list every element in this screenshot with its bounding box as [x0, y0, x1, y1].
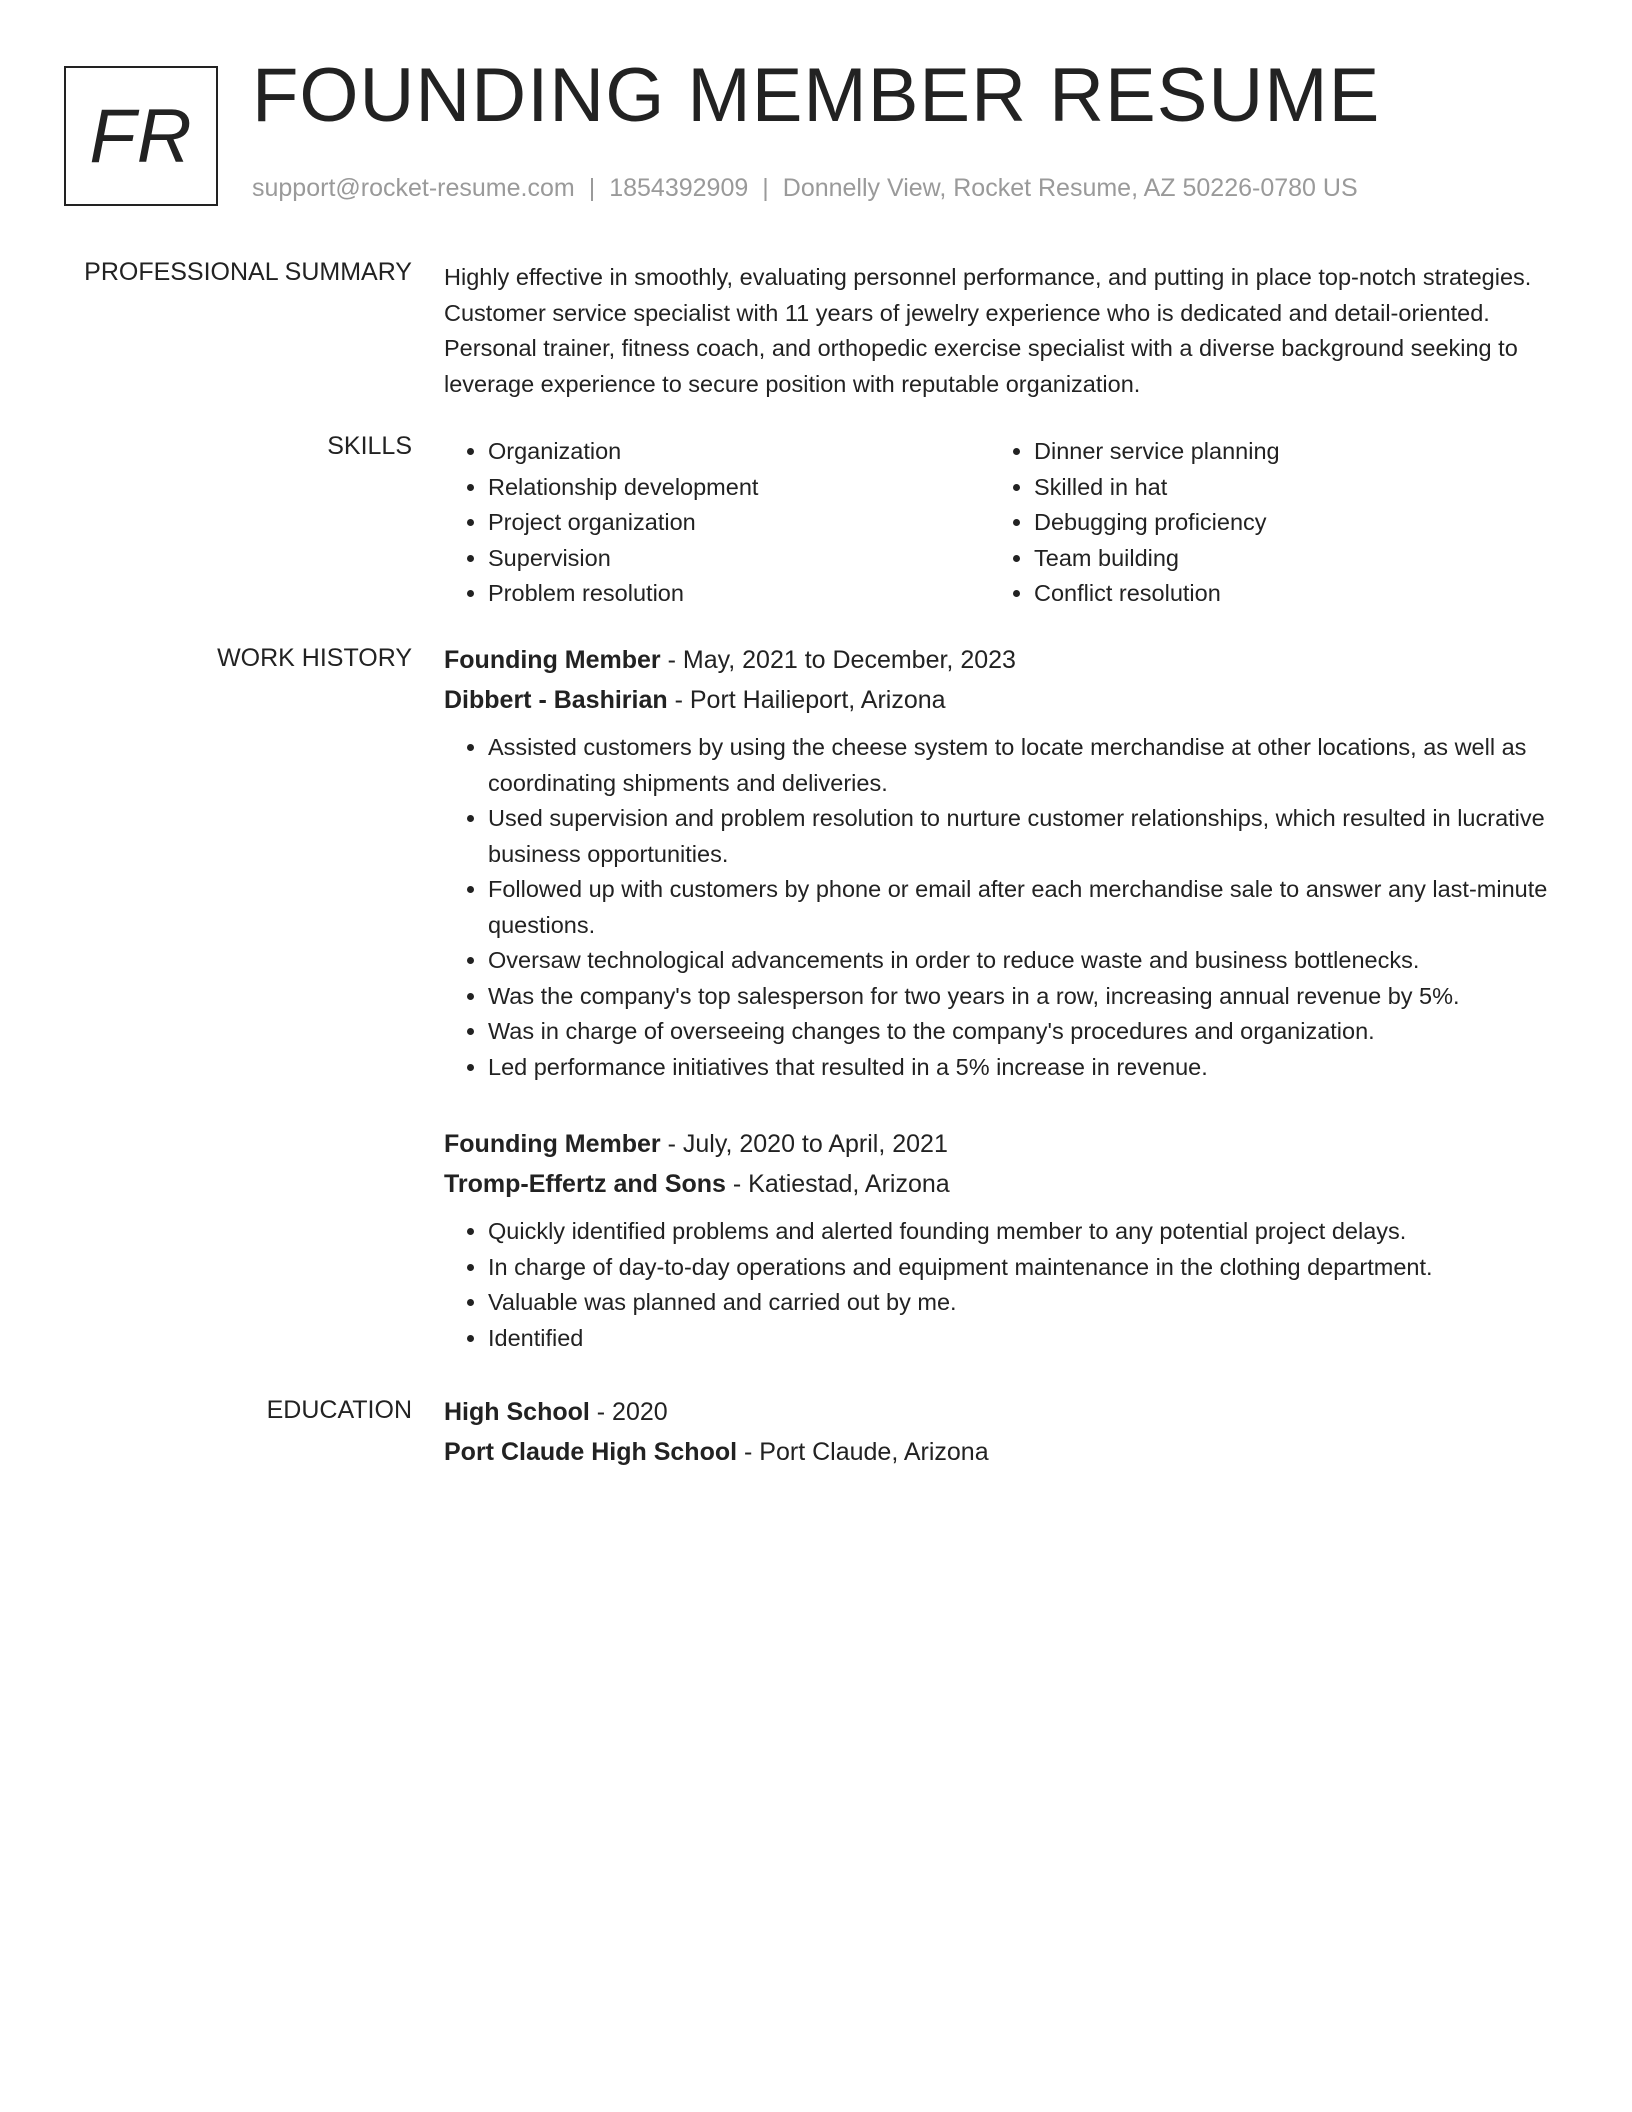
job-company-line	[444, 680, 1564, 720]
skill-item: • Conflict resolution	[1034, 576, 1536, 612]
job-entry	[444, 1124, 1564, 1356]
skill-item: • Team building	[1034, 541, 1536, 577]
skills-list	[444, 434, 1564, 612]
contact-line	[252, 174, 1358, 203]
job-dates: - May, 2021 to December, 2023	[660, 646, 1016, 674]
skill-item: • Skilled in hat	[1034, 470, 1536, 506]
summary-text: Highly effective in smoothly, evaluating personnel performance, and putting in place top-notch strategies. Customer service specialist with 11 years of jewelry experience who is dedicated and detail-oriented. Personal trainer, fitness coach, and orthopedic exercise specialist with a diverse background seeking to leverage experience to secure position with reputable organization.	[444, 264, 1532, 397]
skill-item: • Debugging proficiency	[1034, 505, 1536, 541]
skill-item: • Supervision	[488, 541, 990, 577]
job-title-line	[444, 1124, 1564, 1164]
job-entry	[444, 640, 1564, 1085]
job-bullet-list	[444, 1214, 1564, 1356]
job-bullet-list	[444, 730, 1564, 1085]
job-bullet: • Used supervision and problem resolution to nurture customer relationships, which resulted in lucrative business opportunities.	[488, 801, 1564, 872]
contact-separator: |	[588, 174, 596, 202]
job-bullet: • In charge of day-to-day operations and equipment maintenance in the clothing department.	[488, 1250, 1564, 1286]
job-title-line	[444, 640, 1564, 680]
job-bullet: • Was in charge of overseeing changes to the company's procedures and organization.	[488, 1014, 1564, 1050]
job-bullet: • Followed up with customers by phone or email after each merchandise sale to answer any last-minute questions.	[488, 872, 1564, 943]
job-bullet: • Was the company's top salesperson for two years in a row, increasing annual revenue by 5%.	[488, 979, 1564, 1015]
job-bullet: • Valuable was planned and carried out by me.	[488, 1285, 1564, 1321]
job-location: - Katiestad, Arizona	[725, 1170, 950, 1198]
skills-column-right	[990, 434, 1536, 612]
job-bullet: • Identified	[488, 1321, 1564, 1357]
contact-email[interactable]: support@rocket-resume.com	[252, 174, 575, 202]
education-school-line	[444, 1432, 1564, 1472]
job-dates: - July, 2020 to April, 2021	[660, 1130, 948, 1158]
skills-column-left	[444, 434, 990, 612]
job-company: Tromp-Effertz and Sons	[444, 1170, 726, 1198]
education-location: - Port Claude, Arizona	[737, 1438, 989, 1466]
job-bullet: • Oversaw technological advancements in order to reduce waste and business bottlenecks.	[488, 943, 1564, 979]
resume-title: FOUNDING MEMBER RESUME	[252, 53, 1381, 138]
skills-heading: SKILLS	[327, 432, 412, 460]
job-title: Founding Member	[444, 646, 661, 674]
job-company: Dibbert - Bashirian	[444, 686, 668, 714]
monogram-badge: FR	[64, 66, 218, 206]
job-bullet: • Quickly identified problems and alerted founding member to any potential project delays.	[488, 1214, 1564, 1250]
skill-item: • Organization	[488, 434, 990, 470]
job-title: Founding Member	[444, 1130, 661, 1158]
education-year: - 2020	[589, 1398, 668, 1426]
summary-heading: PROFESSIONAL SUMMARY	[84, 258, 412, 286]
contact-separator: |	[762, 174, 769, 202]
education-degree-line	[444, 1392, 1564, 1432]
job-company-line	[444, 1164, 1564, 1204]
education-school: Port Claude High School	[444, 1438, 738, 1466]
skill-item: • Relationship development	[488, 470, 990, 506]
contact-address: Donnelly View, Rocket Resume, AZ 50226-0780 US	[782, 174, 1358, 202]
education-degree: High School	[444, 1398, 590, 1426]
skill-item: • Project organization	[488, 505, 990, 541]
work-history-heading: WORK HISTORY	[217, 644, 412, 672]
education-entry	[444, 1392, 1564, 1472]
skill-item: • Problem resolution	[488, 576, 990, 612]
job-bullet: • Assisted customers by using the cheese system to locate merchandise at other locations, as well as coordinating shipments and deliveries.	[488, 730, 1564, 801]
job-location: - Port Hailieport, Arizona	[667, 686, 946, 714]
skill-item: • Dinner service planning	[1034, 434, 1536, 470]
job-bullet: • Led performance initiatives that resulted in a 5% increase in revenue.	[488, 1050, 1564, 1086]
education-heading: EDUCATION	[266, 1396, 412, 1424]
contact-phone[interactable]: 1854392909	[609, 174, 749, 202]
